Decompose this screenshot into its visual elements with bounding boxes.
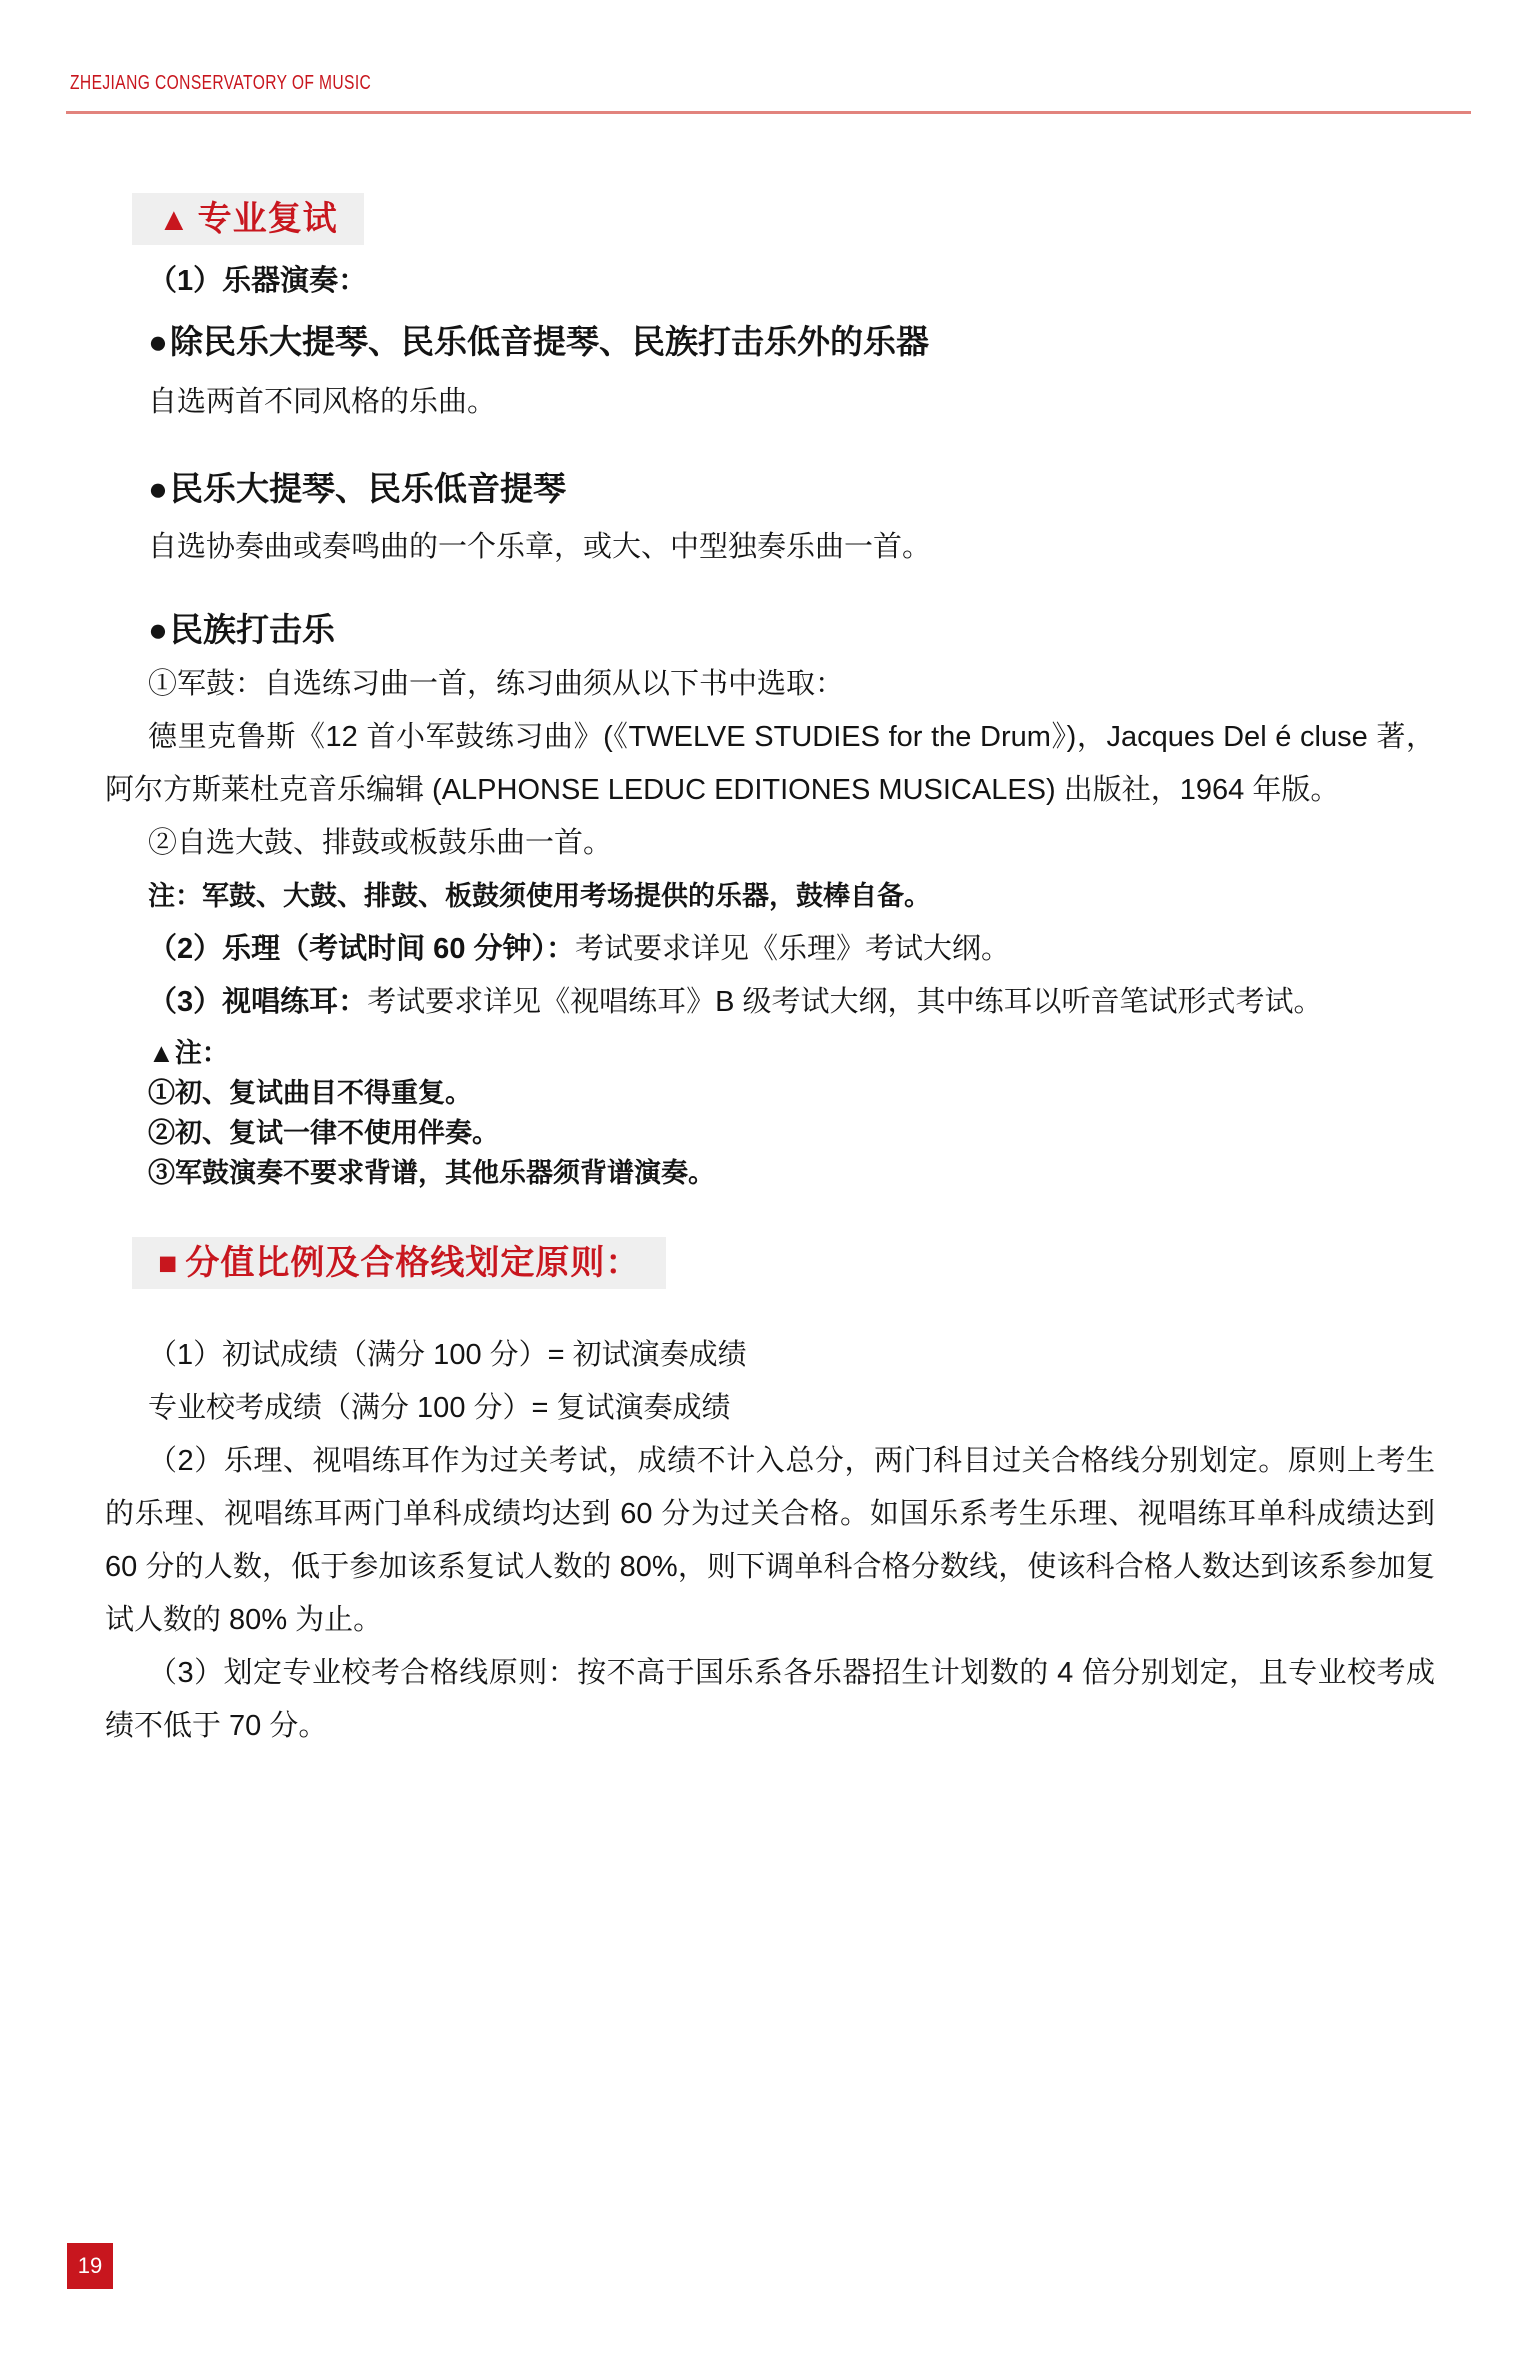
item1-label: （1）乐器演奏： xyxy=(148,265,368,297)
bullet3-title xyxy=(105,610,1435,650)
percussion-note: 注：军鼓、大鼓、排鼓、板鼓须使用考场提供的乐器，鼓棒自备。 xyxy=(148,881,931,911)
square-icon: ■ xyxy=(158,1245,178,1281)
percussion-item-2: ②自选大鼓、排鼓或板鼓乐曲一首。 xyxy=(148,827,613,859)
brand-text: ZHEJIANG CONSERVATORY OF MUSIC xyxy=(70,72,372,94)
item3-paragraph xyxy=(105,976,1435,1029)
section1-title: 专业复试 xyxy=(197,200,338,238)
page-header xyxy=(0,72,1535,114)
bullet-icon: ● xyxy=(148,470,168,507)
notes-block xyxy=(105,1033,1435,1193)
item2-label: （2）乐理（考试时间 60 分钟）： xyxy=(148,933,576,965)
item3-label: （3）视唱练耳： xyxy=(148,986,368,1018)
score-rule-2: 专业校考成绩（满分 100 分）= 复试演奏成绩 xyxy=(148,1392,731,1424)
notes-title-line xyxy=(105,1033,1435,1073)
item3-text: 考试要求详见《视唱练耳》B 级考试大纲，其中练耳以听音笔试形式考试。 xyxy=(367,986,1323,1018)
notes-title: 注： xyxy=(174,1038,229,1068)
score-rule-1: （1）初试成绩（满分 100 分）= 初试演奏成绩 xyxy=(148,1339,747,1371)
note-item-2: ②初、复试一律不使用伴奏。 xyxy=(148,1118,499,1148)
bullet2-title-text: 民乐大提琴、民乐低音提琴 xyxy=(169,470,566,507)
score-rule-4: （3）划定专业校考合格线原则：按不高于国乐系各乐器招生计划数的 4 倍分别划定，且专业校考成绩不低于 70 分。 xyxy=(105,1657,1435,1742)
bullet3-title-text: 民族打击乐 xyxy=(169,611,335,648)
score-rule-3: （2）乐理、视唱练耳作为过关考试，成绩不计入总分，两门科目过关合格线分别划定。原则上考生的乐理、视唱练耳两门单科成绩均达到 60 分为过关合格。如国乐系考生乐理、视唱练耳单科成绩达到 60 分的人数，低于参加该系复试人数的 80%，则下调单科合格分数线，使该科合格人数达到该系参加复试人数的 80% 为止。 xyxy=(105,1445,1435,1636)
page-body xyxy=(0,114,1535,1753)
item2-line xyxy=(105,923,1435,976)
note-triangle-icon: ▲ xyxy=(148,1038,175,1068)
section1-heading-bar xyxy=(132,193,364,245)
percussion-item-1: ①军鼓：自选练习曲一首，练习曲须从以下书中选取： xyxy=(148,668,845,700)
bullet2-title xyxy=(105,469,1435,509)
note-item-1: ①初、复试曲目不得重复。 xyxy=(148,1078,472,1108)
bullet1-body: 自选两首不同风格的乐曲。 xyxy=(148,386,497,418)
bullet-icon: ● xyxy=(148,323,168,360)
triangle-icon: ▲ xyxy=(158,201,190,237)
bullet1-title-text: 除民乐大提琴、民乐低音提琴、民族打击乐外的乐器 xyxy=(169,323,929,360)
item2-text: 考试要求详见《乐理》考试大纲。 xyxy=(575,933,1011,965)
section2-title: 分值比例及合格线划定原则： xyxy=(185,1244,641,1282)
bullet2-body: 自选协奏曲或奏鸣曲的一个乐章，或大、中型独奏乐曲一首。 xyxy=(148,531,932,563)
percussion-book-paragraph: 德里克鲁斯《12 首小军鼓练习曲》(《TWELVE STUDIES for the Drum》)，Jacques Del é cluse 著，阿尔方斯莱杜克音乐编辑 (ALPHONSE LEDUC EDITIONES MUSICALES) 出版社，1964 年版。 xyxy=(105,721,1435,806)
bullet-icon: ● xyxy=(148,611,168,648)
page-number-badge: 19 xyxy=(67,2243,113,2289)
section2-heading-bar xyxy=(132,1237,666,1289)
percussion-requirements xyxy=(105,658,1435,870)
note-item-3: ③军鼓演奏不要求背谱，其他乐器须背谱演奏。 xyxy=(148,1158,715,1188)
bullet1-title xyxy=(105,322,1435,362)
